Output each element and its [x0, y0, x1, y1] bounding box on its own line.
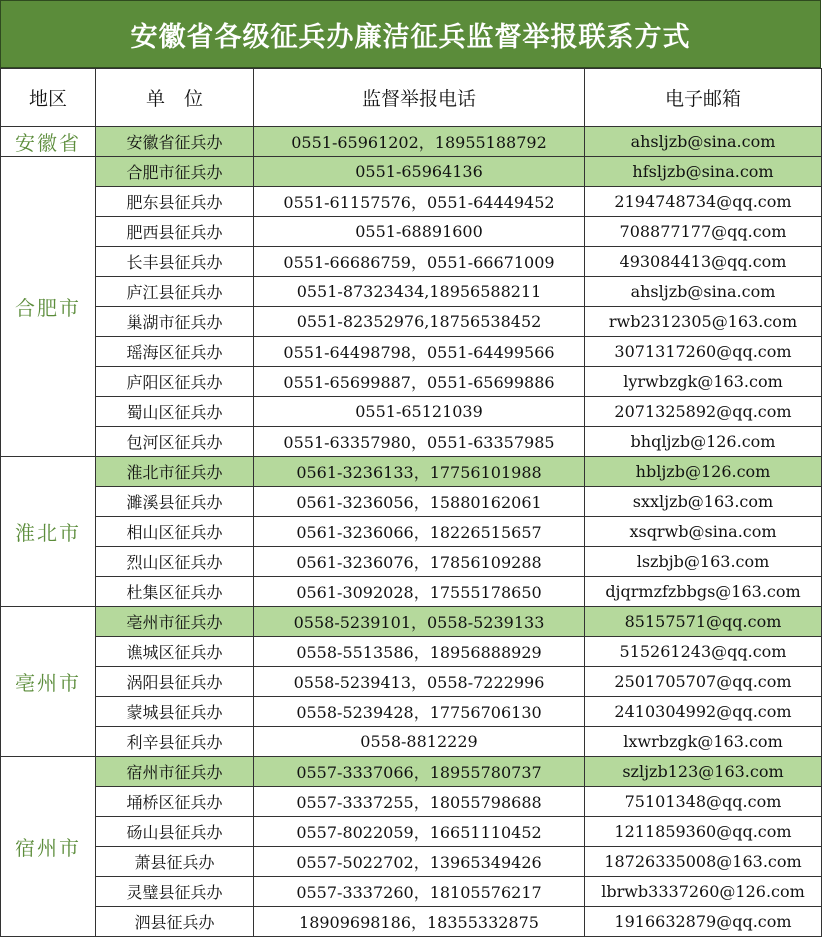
unit-cell: 包河区征兵办 — [96, 427, 254, 457]
unit-cell: 安徽省征兵办 — [96, 127, 254, 157]
email-cell: 3071317260@qq.com — [585, 337, 822, 367]
email-cell: rwb2312305@163.com — [585, 307, 822, 337]
email-cell: ahsljzb@sina.com — [585, 277, 822, 307]
table-row — [1, 517, 822, 547]
table-row — [1, 637, 822, 667]
unit-cell: 庐江县征兵办 — [96, 277, 254, 307]
table-row — [1, 217, 822, 247]
unit-cell: 肥西县征兵办 — [96, 217, 254, 247]
phone-cell: 0561-3236066，18226515657 — [254, 517, 585, 547]
contact-table — [0, 68, 822, 937]
table-row — [1, 727, 822, 757]
email-cell: hfsljzb@sina.com — [585, 157, 822, 187]
phone-cell: 0557-8022059，16651110452 — [254, 817, 585, 847]
unit-cell: 埇桥区征兵办 — [96, 787, 254, 817]
unit-cell: 亳州市征兵办 — [96, 607, 254, 637]
table-body — [1, 127, 822, 937]
table-row — [1, 427, 822, 457]
email-cell: hbljzb@126.com — [585, 457, 822, 487]
phone-cell: 0558-5239101，0558-5239133 — [254, 607, 585, 637]
table-row — [1, 817, 822, 847]
email-cell: bhqljzb@126.com — [585, 427, 822, 457]
unit-cell: 泗县征兵办 — [96, 907, 254, 937]
email-cell: xsqrwb@sina.com — [585, 517, 822, 547]
unit-cell: 杜集区征兵办 — [96, 577, 254, 607]
email-cell: szljzb123@163.com — [585, 757, 822, 787]
unit-cell: 长丰县征兵办 — [96, 247, 254, 277]
unit-cell: 濉溪县征兵办 — [96, 487, 254, 517]
page-title: 安徽省各级征兵办廉洁征兵监督举报联系方式 — [0, 0, 821, 68]
phone-cell: 0558-5239428，17756706130 — [254, 697, 585, 727]
unit-cell: 烈山区征兵办 — [96, 547, 254, 577]
unit-cell: 蒙城县征兵办 — [96, 697, 254, 727]
table-row — [1, 697, 822, 727]
table-row — [1, 757, 822, 787]
unit-cell: 巢湖市征兵办 — [96, 307, 254, 337]
table-row — [1, 487, 822, 517]
email-cell: djqrmzfzbbgs@163.com — [585, 577, 822, 607]
table-row — [1, 457, 822, 487]
email-cell: lszbjb@163.com — [585, 547, 822, 577]
unit-cell: 灵璧县征兵办 — [96, 877, 254, 907]
table-row — [1, 247, 822, 277]
phone-cell: 0551-65121039 — [254, 397, 585, 427]
table-row — [1, 877, 822, 907]
table-row — [1, 547, 822, 577]
email-cell: 2501705707@qq.com — [585, 667, 822, 697]
phone-cell: 0557-3337255，18055798688 — [254, 787, 585, 817]
email-cell: 2071325892@qq.com — [585, 397, 822, 427]
phone-cell: 0551-87323434,18956588211 — [254, 277, 585, 307]
email-cell: lbrwb3337260@126.com — [585, 877, 822, 907]
region-cell: 淮北市 — [1, 457, 96, 607]
phone-cell: 0551-82352976,18756538452 — [254, 307, 585, 337]
phone-cell: 0551-68891600 — [254, 217, 585, 247]
phone-cell: 0557-5022702，13965349426 — [254, 847, 585, 877]
phone-cell: 0558-5513586，18956888929 — [254, 637, 585, 667]
header-row — [1, 69, 822, 127]
unit-cell: 相山区征兵办 — [96, 517, 254, 547]
unit-cell: 瑶海区征兵办 — [96, 337, 254, 367]
email-cell: lxwrbzgk@163.com — [585, 727, 822, 757]
email-cell: 1211859360@qq.com — [585, 817, 822, 847]
phone-cell: 0561-3236076，17856109288 — [254, 547, 585, 577]
unit-cell: 庐阳区征兵办 — [96, 367, 254, 397]
email-cell: 515261243@qq.com — [585, 637, 822, 667]
email-cell: lyrwbzgk@163.com — [585, 367, 822, 397]
table-row — [1, 847, 822, 877]
phone-cell: 0551-65699887，0551-65699886 — [254, 367, 585, 397]
phone-cell: 0561-3092028，17555178650 — [254, 577, 585, 607]
phone-cell: 0557-3337066，18955780737 — [254, 757, 585, 787]
table-row — [1, 397, 822, 427]
table-row — [1, 577, 822, 607]
phone-cell: 0558-8812229 — [254, 727, 585, 757]
table-row — [1, 667, 822, 697]
unit-cell: 谯城区征兵办 — [96, 637, 254, 667]
unit-cell: 合肥市征兵办 — [96, 157, 254, 187]
email-cell: 708877177@qq.com — [585, 217, 822, 247]
table-row — [1, 307, 822, 337]
email-cell: 18726335008@163.com — [585, 847, 822, 877]
header-unit: 单 位 — [96, 69, 254, 127]
phone-cell: 0561-3236056，15880162061 — [254, 487, 585, 517]
email-cell: 493084413@qq.com — [585, 247, 822, 277]
table-row — [1, 187, 822, 217]
unit-cell: 宿州市征兵办 — [96, 757, 254, 787]
unit-cell: 萧县征兵办 — [96, 847, 254, 877]
phone-cell: 0551-65961202，18955188792 — [254, 127, 585, 157]
table-row — [1, 607, 822, 637]
email-cell: 1916632879@qq.com — [585, 907, 822, 937]
table-row — [1, 367, 822, 397]
unit-cell: 肥东县征兵办 — [96, 187, 254, 217]
phone-cell: 0551-66686759，0551-66671009 — [254, 247, 585, 277]
unit-cell: 淮北市征兵办 — [96, 457, 254, 487]
table-row — [1, 337, 822, 367]
unit-cell: 砀山县征兵办 — [96, 817, 254, 847]
phone-cell: 0551-64498798，0551-64499566 — [254, 337, 585, 367]
phone-cell: 0551-61157576，0551-64449452 — [254, 187, 585, 217]
phone-cell: 0558-5239413，0558-7222996 — [254, 667, 585, 697]
region-cell: 亳州市 — [1, 607, 96, 757]
unit-cell: 涡阳县征兵办 — [96, 667, 254, 697]
region-cell: 安徽省 — [1, 127, 96, 157]
email-cell: 2410304992@qq.com — [585, 697, 822, 727]
table-row — [1, 127, 822, 157]
region-cell: 合肥市 — [1, 157, 96, 457]
header-email: 电子邮箱 — [585, 69, 822, 127]
email-cell: 2194748734@qq.com — [585, 187, 822, 217]
header-phone: 监督举报电话 — [254, 69, 585, 127]
email-cell: 75101348@qq.com — [585, 787, 822, 817]
unit-cell: 利辛县征兵办 — [96, 727, 254, 757]
header-region: 地区 — [1, 69, 96, 127]
phone-cell: 18909698186，18355332875 — [254, 907, 585, 937]
phone-cell: 0551-65964136 — [254, 157, 585, 187]
table-row — [1, 277, 822, 307]
table-row — [1, 907, 822, 937]
email-cell: ahsljzb@sina.com — [585, 127, 822, 157]
email-cell: 85157571@qq.com — [585, 607, 822, 637]
table-row — [1, 787, 822, 817]
unit-cell: 蜀山区征兵办 — [96, 397, 254, 427]
email-cell: sxxljzb@163.com — [585, 487, 822, 517]
phone-cell: 0551-63357980，0551-63357985 — [254, 427, 585, 457]
phone-cell: 0561-3236133，17756101988 — [254, 457, 585, 487]
table-row — [1, 157, 822, 187]
phone-cell: 0557-3337260，18105576217 — [254, 877, 585, 907]
region-cell: 宿州市 — [1, 757, 96, 937]
